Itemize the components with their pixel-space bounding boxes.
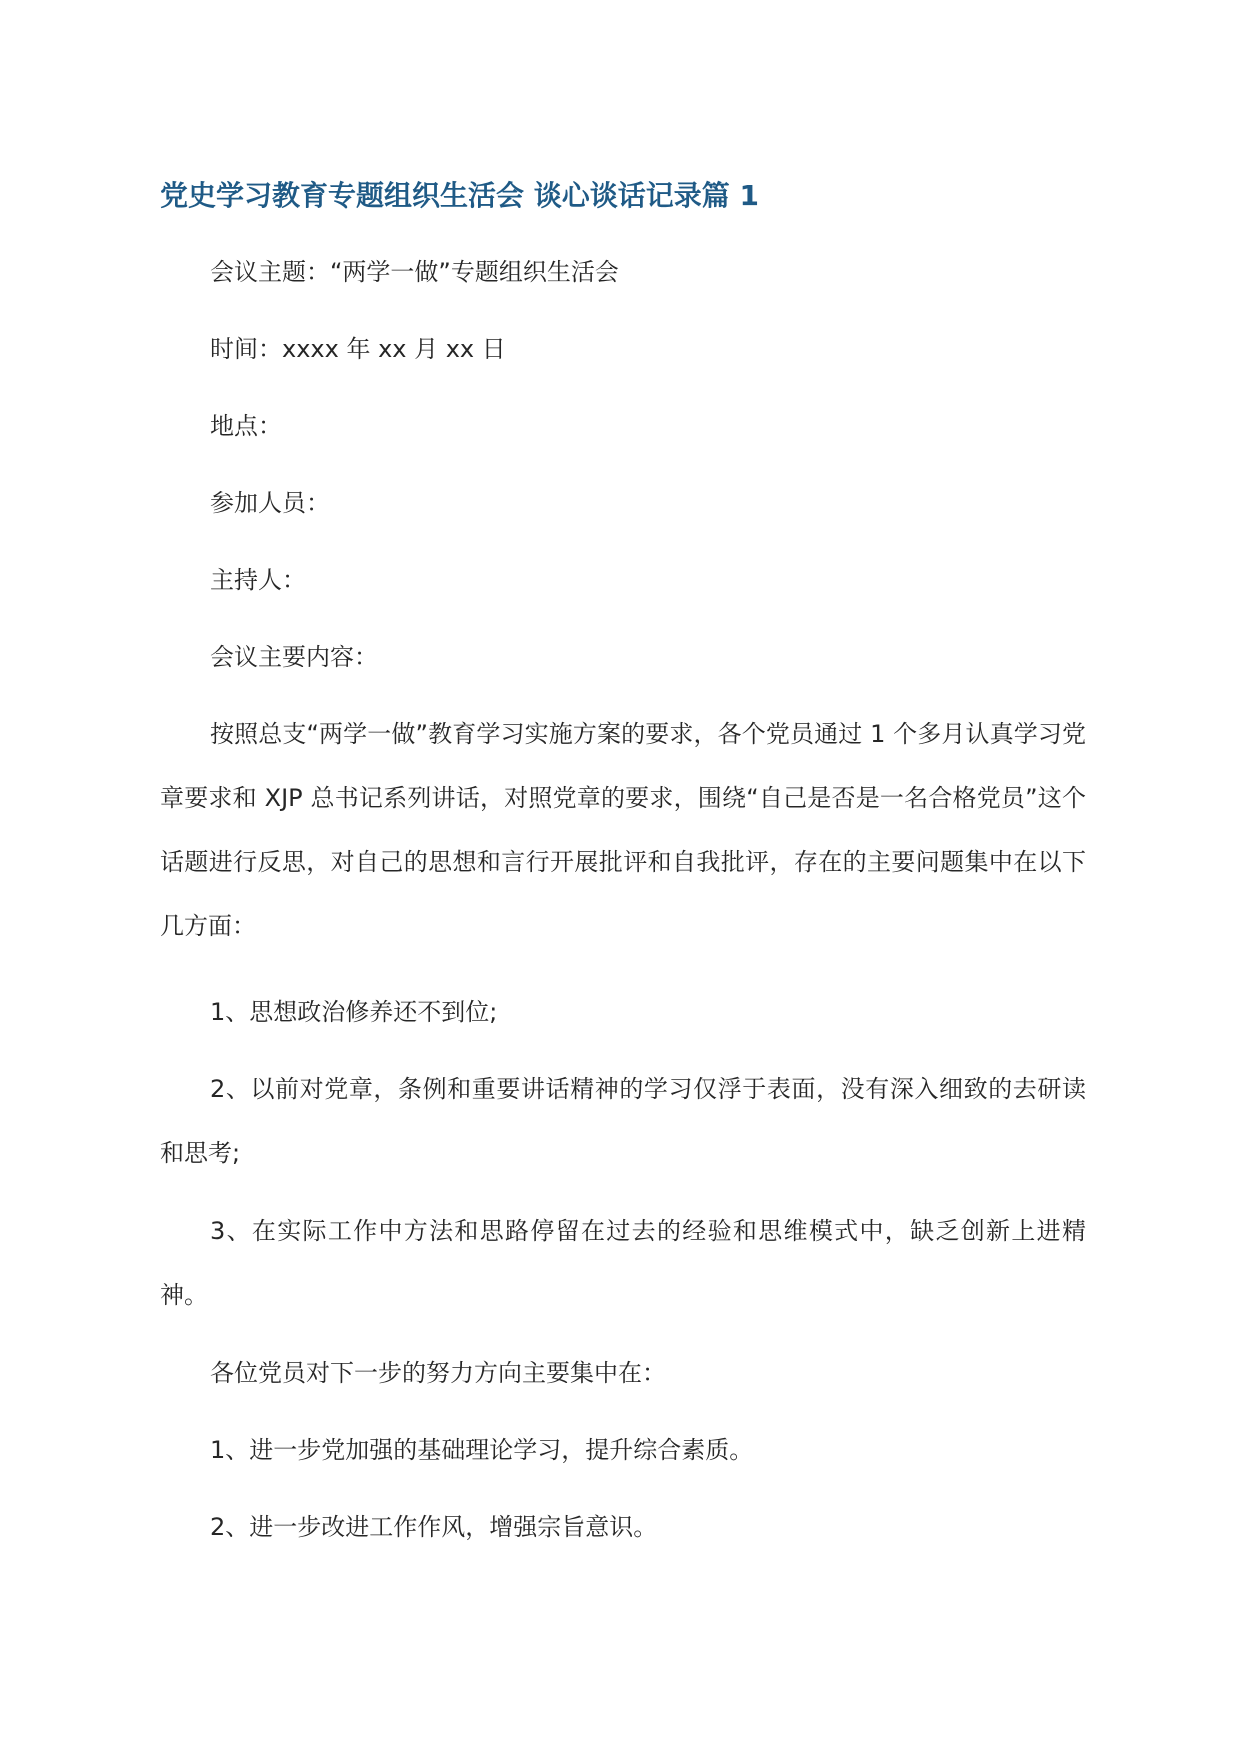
summary-paragraph: 按照总支“两学一做”教育学习实施方案的要求，各个党员通过 1 个多月认真学习党章要求和 XJP 总书记系列讲话，对照党章的要求，围绕“自己是否是一名合格党员”这个话题进行反思，对自己的思想和言行开展批评和自我批评，存在的主要问题集中在以下几方面： <box>160 720 1086 940</box>
problem-item-2: 2、以前对党章，条例和重要讲话精神的学习仅浮于表面，没有深入细致的去研读和思考; <box>160 1075 1086 1167</box>
meeting-host: 主持人： <box>210 566 306 594</box>
meeting-time: 时间：xxxx 年 xx 月 xx 日 <box>210 335 506 363</box>
meeting-topic: 会议主题：“两学一做”专题组织生活会 <box>210 258 619 286</box>
meeting-location: 地点： <box>210 412 282 440</box>
meeting-content-heading: 会议主要内容： <box>210 643 378 671</box>
direction-item-1: 1、进一步党加强的基础理论学习，提升综合素质。 <box>210 1436 754 1464</box>
document-title: 党史学习教育专题组织生活会 谈心谈话记录篇 1 <box>160 179 759 212</box>
direction-heading: 各位党员对下一步的努力方向主要集中在： <box>210 1359 666 1387</box>
problem-item-3: 3、在实际工作中方法和思路停留在过去的经验和思维模式中，缺乏创新上进精神。 <box>160 1217 1086 1309</box>
problem-item-1: 1、思想政治修养还不到位; <box>210 998 498 1026</box>
direction-item-2: 2、进一步改进工作作风，增强宗旨意识。 <box>210 1513 658 1541</box>
meeting-attendees: 参加人员： <box>210 489 330 517</box>
